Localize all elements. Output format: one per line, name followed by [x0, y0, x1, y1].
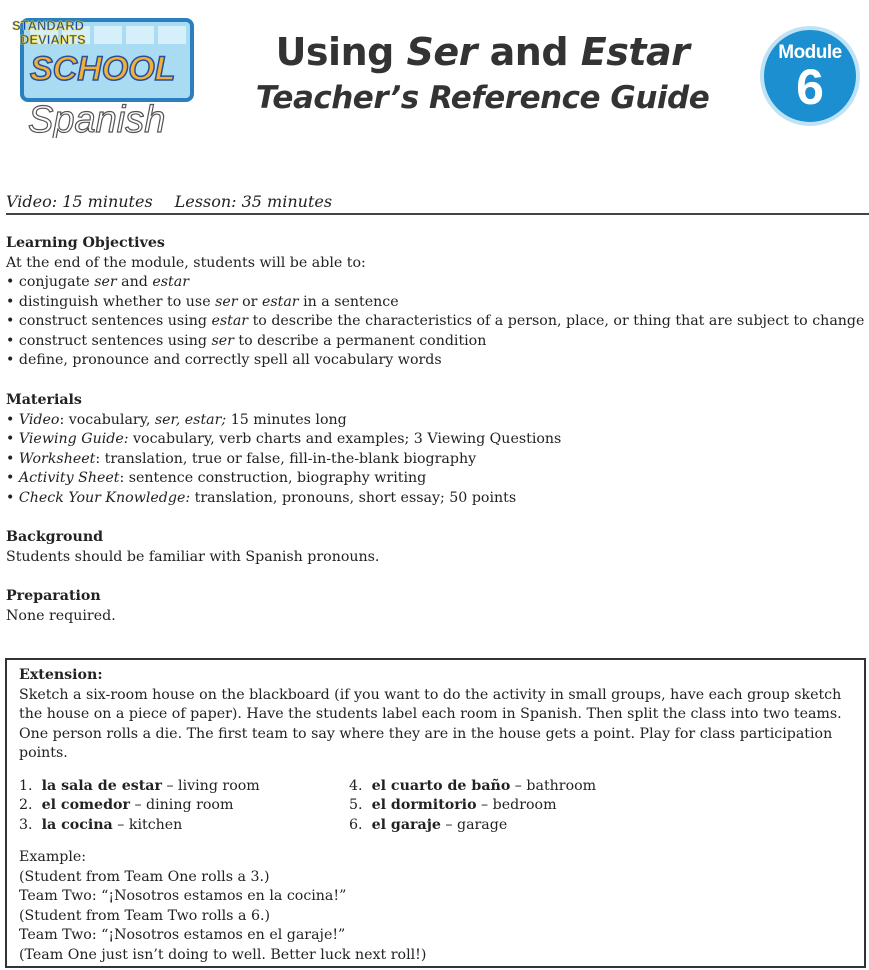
- vocab-item: [349, 816, 679, 836]
- example-line: Example:: [19, 849, 87, 865]
- example-line: (Team One just isn’t doing to well. Better luck next roll!): [19, 946, 427, 963]
- vocab-spanish: la cocina: [41, 816, 113, 833]
- extension-text: Sketch a six-room house on the blackboard (if you want to do the activity in small groups, have each group sketch the house on a piece of paper). Have the students label each room in Spanish. Then split the class into two teams. One person rolls a die. The first team to say where they are in the house gets a point. Play for class participation points.: [19, 686, 842, 761]
- extension-heading: Extension:: [19, 667, 103, 683]
- italic-term: estar: [261, 293, 299, 310]
- vocab-item: [349, 777, 679, 797]
- video-time: Video: 15 minutes: [6, 192, 153, 211]
- text: to describe the characteristics of a person, place, or thing that are subject to change: [248, 313, 865, 329]
- vocab-number: 1.: [19, 777, 33, 794]
- text: 15 minutes long: [226, 411, 347, 428]
- vocab-number: 6.: [349, 816, 363, 833]
- text: •: [6, 470, 19, 486]
- vocab-english: – bedroom: [476, 797, 557, 813]
- text: •: [6, 450, 19, 467]
- example-line: Team Two: “¡Nosotros estamos en la cocina!”: [19, 888, 347, 904]
- page-subtitle: Teacher’s Reference Guide: [255, 80, 710, 116]
- list-item: [6, 450, 866, 470]
- vocab-spanish: la sala de estar: [41, 777, 162, 794]
- svg-text:Spanish: Spanish: [28, 99, 166, 138]
- list-item: [6, 332, 866, 352]
- italic-term: Check Your Knowledge:: [18, 489, 191, 506]
- vocab-number: 4.: [349, 777, 363, 794]
- italic-term: ser: [215, 293, 238, 310]
- italic-term: Video: [18, 411, 60, 428]
- vocab-english: – kitchen: [112, 816, 183, 833]
- vocab-number: 3.: [19, 816, 33, 833]
- vocab-english: – garage: [440, 816, 508, 833]
- text: : sentence construction, biography writing: [119, 470, 427, 486]
- list-item: [6, 430, 866, 450]
- italic-term: estar: [211, 313, 249, 329]
- svg-text:DEVIANTS: DEVIANTS: [20, 32, 86, 47]
- vocab-english: – living room: [161, 777, 260, 794]
- text: or: [237, 293, 262, 310]
- title-text: and: [476, 30, 581, 74]
- background-text: Students should be familiar with Spanish pronouns.: [6, 548, 380, 565]
- section-heading: Materials: [6, 392, 82, 408]
- list-item: [6, 411, 866, 431]
- italic-term: ser: [211, 332, 234, 349]
- section-heading: Background: [6, 529, 104, 545]
- italic-term: ser, estar;: [154, 411, 227, 428]
- list-item: [6, 489, 866, 509]
- example-line: Team Two: “¡Nosotros estamos en el garaje!”: [19, 927, 346, 943]
- lesson-time: Lesson: 35 minutes: [174, 192, 333, 211]
- example-block: [19, 848, 852, 965]
- italic-term: estar: [152, 274, 189, 290]
- list-item: [6, 293, 866, 313]
- text: • define, pronounce and correctly spell all vocabulary words: [6, 352, 442, 368]
- text: translation, pronouns, short essay; 50 points: [190, 489, 517, 506]
- text: • distinguish whether to use: [6, 293, 216, 310]
- standard-deviants-school-spanish-logo: [8, 8, 208, 138]
- text: • construct sentences using: [6, 313, 212, 329]
- text: • construct sentences using: [6, 332, 212, 349]
- module-label: Module: [778, 42, 842, 63]
- title-estar: Estar: [580, 30, 690, 74]
- vocab-spanish: el dormitorio: [371, 797, 477, 813]
- extension-box: [5, 658, 866, 968]
- learning-objectives-section: [6, 234, 866, 371]
- text: vocabulary, verb charts and examples; 3 Viewing Questions: [128, 431, 562, 447]
- italic-term: Viewing Guide:: [18, 431, 129, 447]
- page-title: [220, 30, 745, 74]
- vocab-item: [19, 777, 349, 797]
- text: to describe a permanent condition: [233, 332, 487, 349]
- italic-term: Activity Sheet: [18, 470, 120, 486]
- text: •: [6, 431, 19, 447]
- text: • conjugate: [6, 274, 95, 290]
- vocab-english: – dining room: [129, 797, 234, 813]
- preparation-text: None required.: [6, 607, 116, 624]
- svg-text:SCHOOL: SCHOOL: [30, 50, 176, 88]
- vocab-list: [19, 777, 852, 836]
- module-badge: [760, 26, 860, 126]
- objectives-intro: At the end of the module, students will be able to:: [6, 254, 366, 271]
- list-item: [6, 312, 866, 332]
- italic-term: Worksheet: [18, 450, 96, 467]
- italic-term: ser: [94, 274, 117, 290]
- timing-line: [6, 192, 869, 215]
- example-line: (Student from Team Two rolls a 6.): [19, 907, 271, 924]
- vocab-item: [19, 796, 349, 816]
- title-ser: Ser: [406, 30, 477, 74]
- text: : translation, true or false, fill-in-the-blank biography: [95, 450, 477, 467]
- section-heading: Learning Objectives: [6, 235, 165, 251]
- vocab-spanish: el cuarto de baño: [371, 777, 511, 794]
- materials-section: [6, 391, 866, 508]
- vocab-spanish: el comedor: [41, 797, 130, 813]
- preparation-section: [6, 587, 866, 626]
- text: : vocabulary,: [59, 411, 155, 428]
- svg-text:STANDARD: STANDARD: [12, 18, 84, 33]
- list-item: [6, 469, 866, 489]
- vocab-english: – bathroom: [510, 777, 597, 794]
- module-number: 6: [796, 59, 824, 115]
- title-text: Using: [275, 30, 407, 74]
- vocab-number: 2.: [19, 797, 33, 813]
- text: •: [6, 411, 19, 428]
- text: in a sentence: [298, 293, 399, 310]
- vocab-spanish: el garaje: [371, 816, 441, 833]
- text: and: [116, 274, 153, 290]
- text: •: [6, 489, 19, 506]
- vocab-item: [19, 816, 349, 836]
- list-item: [6, 273, 866, 293]
- vocab-item: [349, 796, 679, 816]
- section-heading: Preparation: [6, 588, 101, 604]
- vocab-number: 5.: [349, 797, 363, 813]
- example-line: (Student from Team One rolls a 3.): [19, 868, 270, 885]
- list-item: [6, 351, 866, 371]
- background-section: [6, 528, 866, 567]
